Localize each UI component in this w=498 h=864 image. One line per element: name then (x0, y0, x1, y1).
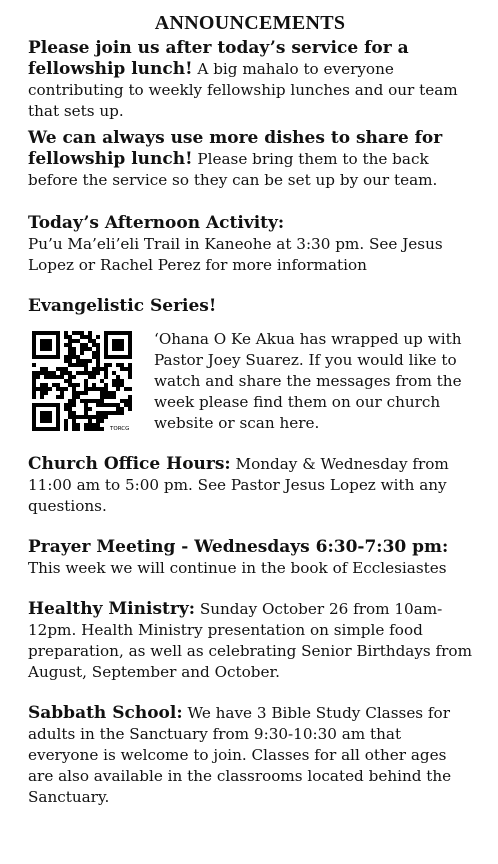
lunch-body: A big mahalo to everyone contributing to weekly fellowship lunches and our team that sets up. (28, 60, 458, 120)
evangelistic-section (28, 329, 472, 434)
page-title: ANNOUNCEMENTS (154, 12, 346, 34)
activity-heading: Today’s Afternoon Activity: (28, 213, 285, 233)
qr-caption: TORCG (110, 426, 130, 432)
office-heading: Church Office Hours: (28, 454, 231, 474)
dishes-announcement (28, 128, 472, 191)
prayer-body: This week we will continue in the book of Ecclesiastes (28, 559, 447, 577)
prayer-heading: Prayer Meeting - Wednesdays 6:30-7:30 pm: (28, 537, 449, 557)
activity-announcement (28, 213, 472, 276)
evangelistic-body: ‘Ohana O Ke Akua has wrapped up with Pastor Joey Suarez. If you would like to watch and share the messages from the week please find them on our church website or scan here. (154, 330, 462, 432)
health-body: Sunday October 26 from 10am-12pm. Health Ministry presentation on simple food preparation, as well as celebrating Senior Birthdays from August, September and October. (28, 600, 472, 681)
sabbath-heading: Sabbath School: (28, 703, 183, 723)
sabbath-announcement (28, 703, 472, 808)
office-announcement (28, 454, 472, 517)
evangelistic-heading-line (28, 296, 472, 317)
qr-code-icon[interactable] (32, 331, 134, 433)
health-announcement (28, 599, 472, 683)
prayer-announcement (28, 537, 472, 579)
evangelistic-heading: Evangelistic Series! (28, 296, 217, 316)
office-body: Monday & Wednesday from 11:00 am to 5:00 pm. See Pastor Jesus Lopez with any questions. (28, 455, 449, 515)
health-heading: Healthy Ministry: (28, 599, 195, 619)
dishes-heading: We can always use more dishes to share for fellowship lunch! (28, 128, 443, 169)
dishes-body: Please bring them to the back before the service so they can be set up by our team. (28, 150, 438, 189)
activity-body: Pu’u Ma’eli’eli Trail in Kaneohe at 3:30 pm. See Jesus Lopez or Rachel Perez for more information (28, 235, 443, 274)
lunch-announcement (28, 38, 472, 122)
sabbath-body: We have 3 Bible Study Classes for adults in the Sanctuary from 9:30-10:30 am that everyone is welcome to join. Classes for all other ages are also available in the classrooms located behind the Sanctuary. (28, 704, 452, 806)
lunch-heading: Please join us after today’s service for a fellowship lunch! (28, 38, 409, 79)
